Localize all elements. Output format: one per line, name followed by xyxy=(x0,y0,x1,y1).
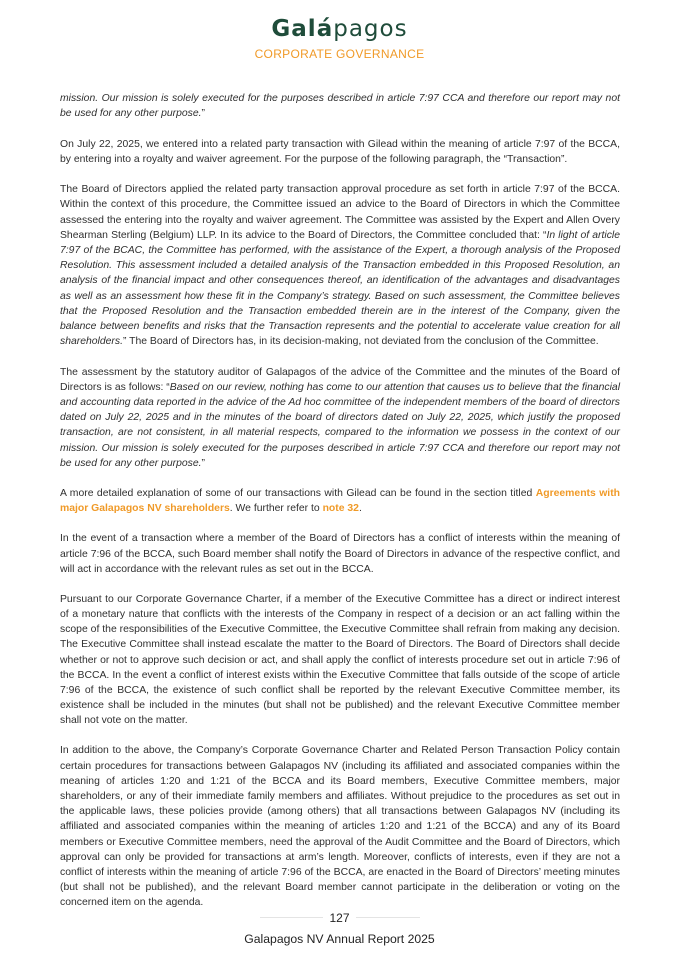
paragraph-5-mid: . We further refer to xyxy=(229,503,323,515)
paragraph-1-quote: mission. Our mission is solely executed for the purposes described in article 7:97 CCA and therefore our report may not be used for any other purpose. xyxy=(60,93,620,120)
paragraph-8: In addition to the above, the Company’s Corporate Governance Charter and Related Person Transaction Policy contain certain procedures for transactions between Galapagos NV (including its affiliated and associated companies within the meaning of articles 1:20 and 1:21 of the BCCA and its Board members, Executive Committee members, major shareholders, or any of their immediate family members and affiliates. Without prejudice to the procedures as set out in the applicable laws, these policies provide (among others) that all transactions between Galapagos NV (including its affiliated and associated companies within the meaning of articles 1:20 and 1:21 of the BCCA) and any of its Board members or Executive Committee members, need the approval of the Audit Committee and the Board of Directors, which approval can only be provided for transactions at arm’s length. Moreover, conflicts of interests, even if they are not a conflict of interests within the meaning of article 7:96 of the BCCA, are enacted in the Board of Directors’ meeting minutes (but shall not be published), and the relevant Board member cannot participate in the deliberation or voting on the concerned item on the agenda. xyxy=(60,745,620,909)
paragraph-3 xyxy=(60,182,620,349)
paragraph-5 xyxy=(60,486,620,516)
galapagos-logo xyxy=(0,16,679,42)
paragraph-5-end: . xyxy=(358,503,362,515)
page-footer xyxy=(0,908,679,946)
section-title: CORPORATE GOVERNANCE xyxy=(254,47,425,61)
agreements-link[interactable]: Agreements with major Galapagos NV shareholders xyxy=(60,488,621,515)
paragraph-6: In the event of a transaction where a member of the Board of Directors has a conflict of interests within the meaning of article 7:96 of the BCCA, such Board member shall notify the Board of Directors in advance of the respective conflict, and will act in accordance with the relevant rules as set out in the BCCA. xyxy=(60,533,620,575)
paragraph-7: Pursuant to our Corporate Governance Charter, if a member of the Executive Committee has a direct or indirect interest of a monetary nature that conflicts with the interests of the Company in respect of a decision or an act falling within the scope of the responsibilities of the Executive Committee, the Executive Committee shall refrain from making any decision. The Executive Committee shall instead escalate the matter to the Board of Directors. The Board of Directors shall decide whether or not to approve such decision or act, and shall apply the conflict of interests procedure set out in article 7:96 of the BCCA. In the event a conflict of interest exists within the Executive Committee that falls outside of the scope of article 7:96 of the BCCA, the existence of such conflict shall be reported by the relevant Executive Committee member, its existence shall be included in the minutes (but shall not be published) and the relevant Executive Committee member shall not vote on the matter. xyxy=(60,593,620,727)
paragraph-1-close: ” xyxy=(201,108,205,120)
page-number: 127 xyxy=(323,911,355,925)
paragraph-3-quote: In light of article 7:97 of the BCAC, the Committee has performed, with the assistance of the Expert, a thorough analysis of the Proposed Resolution. This assessment included a detailed analysis of the Transaction embedded in this Proposed Resolution, an analysis of the financial impact and other consequences thereof, an identification of the advantages and disadvantages as well as an assessment how these fit in the Company’s strategy. Based on such assessment, the Committee believes that the Proposed Resolution and the Transaction embedded therein are in the interest of the Company, given the balance between benefits and risks that the Transaction represents and the potential to accelerate value creation for all shareholders. xyxy=(60,229,620,348)
paragraph-4 xyxy=(60,365,620,471)
page-body xyxy=(60,91,620,925)
report-title: Galapagos NV Annual Report 2025 xyxy=(244,932,435,946)
paragraph-4-close: ” xyxy=(201,457,205,469)
logo-bold-text: Galá xyxy=(271,16,334,42)
paragraph-3-intro: The Board of Directors applied the related party transaction approval procedure as set forth in article 7:97 of the BCCA. Within the context of this procedure, the Committee issued an advice to the Board of Directors in which the Committee assessed the entering into the royalty and waiver agreement. The Committee was assisted by the Expert and Allen Overy Shearman Sterling (Belgium) LLP. In its advice to the Board of Directors, the Committee concluded that: “ xyxy=(60,184,620,241)
paragraph-1 xyxy=(60,91,620,121)
paragraph-4-quote: Based on our review, nothing has come to our attention that causes us to believe that the financial and accounting data reported in the advice of the Ad hoc committee of the independent members of the board of directors dated on July 22, 2025 and in the minutes of the board of directors dated on July 22, 2025, which justify the proposed transaction, are not consistent, in all material respects, compared to the information we possess in the context of our mission. Our mission is solely executed for the purposes described in article 7:97 CCA and therefore our report may not be used for any other purpose. xyxy=(60,381,620,469)
paragraph-3-outro: ” The Board of Directors has, in its decision-making, not deviated from the conclusion of the Committee. xyxy=(122,336,599,348)
paragraph-5-intro: A more detailed explanation of some of our transactions with Gilead can be found in the section titled xyxy=(60,488,536,500)
note-32-link[interactable]: note 32 xyxy=(322,503,359,515)
paragraph-2: On July 22, 2025, we entered into a related party transaction with Gilead within the meaning of article 7:97 of the BCCA, by entering into a royalty and waiver agreement. For the purpose of the following paragraph, the “Transaction”. xyxy=(60,138,620,166)
page-header xyxy=(0,16,679,61)
logo-light-text: pagos xyxy=(333,16,408,42)
paragraph-4-intro: The assessment by the statutory auditor of Galapagos of the advice of the Committee and the minutes of the Board of Directors is as follows: “ xyxy=(60,366,620,393)
